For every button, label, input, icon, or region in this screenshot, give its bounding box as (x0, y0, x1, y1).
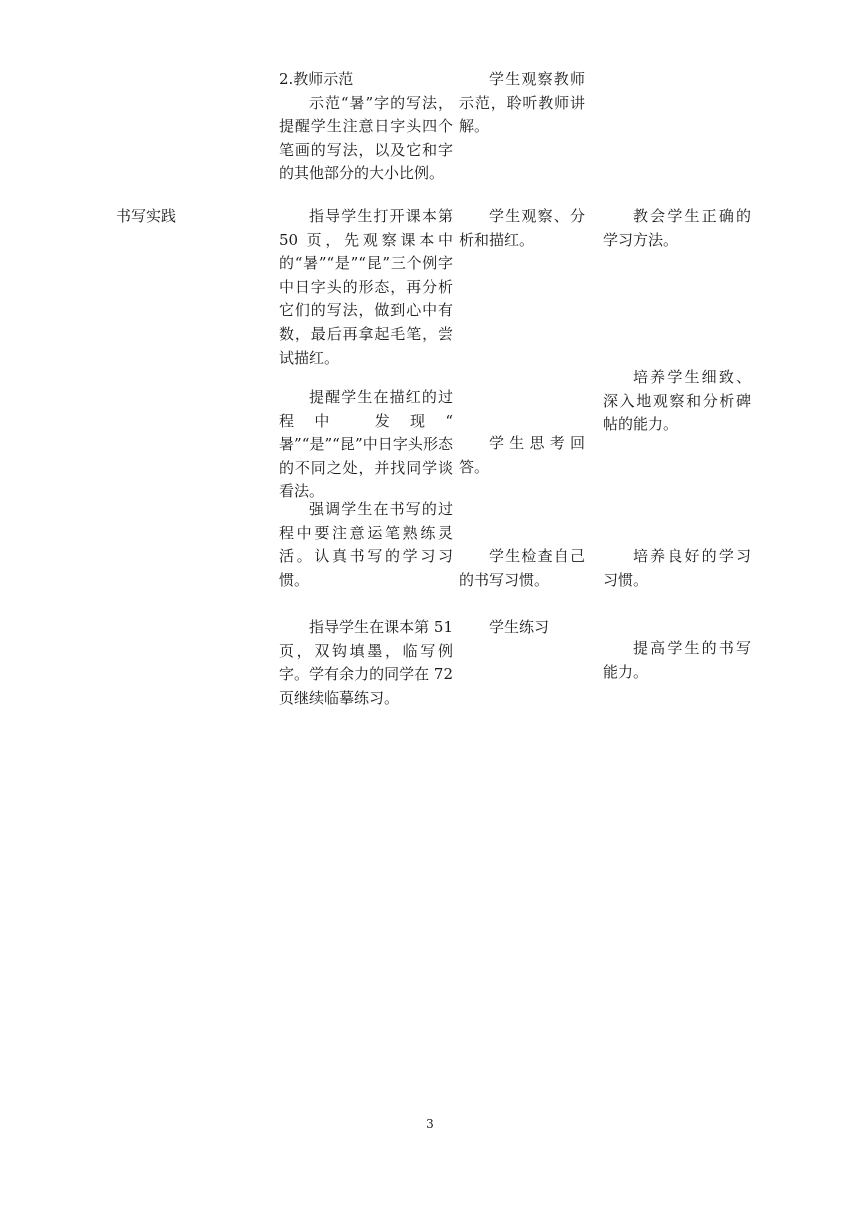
teacher-demo-heading: 2.教师示范 (279, 70, 354, 88)
teacher-demo-section (279, 68, 453, 186)
intent-method: 教会学生正确的学习方法。 (603, 207, 751, 249)
teacher-demo-text: 示范“暑”字的写法，提醒学生注意日字头四个笔画的写法，以及它和字的其他部分的大小比例。 (279, 93, 453, 183)
teacher-remind-text: 提醒学生在描红的过程中 发现“ 暑”“是”“昆”中日字头形态的不同之处，并找同学谈看法。 (279, 388, 453, 501)
page-number: 3 (426, 1117, 434, 1131)
student-observe-demo: 学生观察教师示范，聆听教师讲解。 (459, 70, 585, 136)
intent-habit: 培养良好的学习习惯。 (603, 547, 751, 589)
student-practice: 学生练习 (489, 618, 550, 636)
student-think-answer: 学生思考回答。 (459, 434, 585, 476)
intent-writing: 提高学生的书写能力。 (603, 639, 751, 681)
student-observe-trace: 学生观察、分析和描红。 (459, 207, 585, 249)
teacher-stress-text: 强调学生在书写的过程中要注意运笔熟练灵活。认真书写的学习习惯。 (279, 500, 453, 589)
teacher-practice-text: 指导学生在课本第 51 页，双钩填墨，临写例字。学有余力的同学在 72 页继续临摹练习。 (279, 618, 453, 707)
section-label: 书写实践 (116, 207, 177, 225)
student-check-habit: 学生检查自己的书写习惯。 (459, 547, 585, 589)
teacher-guide-text: 指导学生打开课本第 50 页，先观察课本中的“暑”“是”“昆”三个例字中日字头的形态，再分析它们的写法，做到心中有数，最后再拿起毛笔，尝试描红。 (279, 207, 453, 367)
intent-ability: 培养学生细致、深入地观察和分析碑帖的能力。 (603, 368, 751, 434)
